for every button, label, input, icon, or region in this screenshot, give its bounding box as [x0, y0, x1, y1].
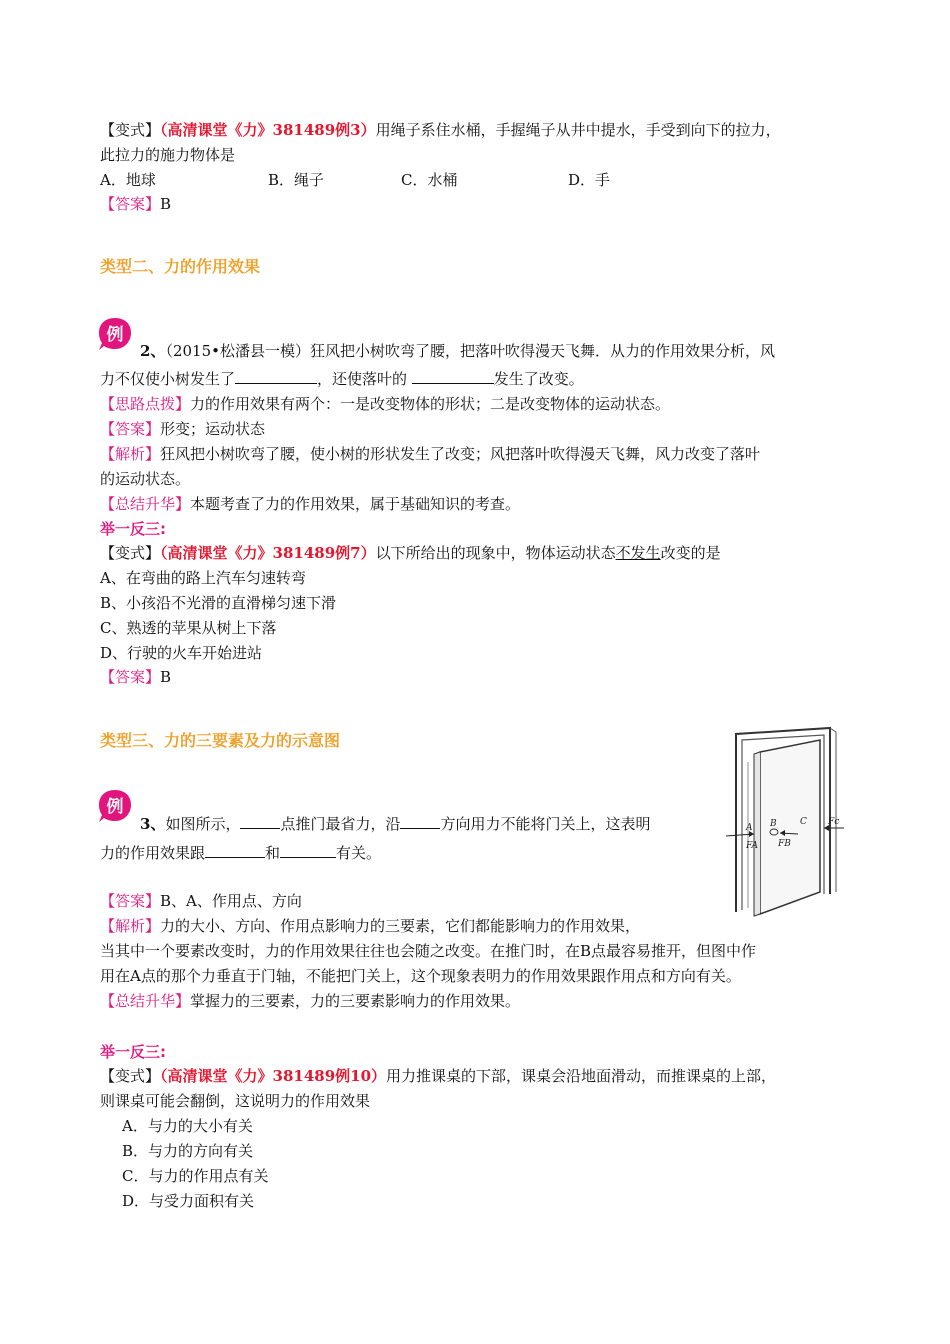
variant1-answer [100, 193, 171, 215]
example-number: 2、 [140, 342, 166, 360]
variant-question-text: 以下所给出的现象中，物体运动状态 [375, 544, 616, 562]
answer-blank [235, 369, 317, 384]
option-c: C．水桶 [401, 171, 458, 189]
answer-label: 【答案】 [100, 195, 161, 213]
label-fb: FB [778, 839, 791, 849]
variant-label: 【变式】 [100, 121, 161, 139]
label-fa: FA [746, 841, 758, 851]
summary-label: 【总结升华】 [100, 495, 191, 513]
door-figure [724, 722, 856, 918]
example-question-text: （2015•松潘县一模）狂风把小树吹弯了腰，把落叶吹得漫天飞舞．从力的作用效果分析，风 [165, 342, 775, 360]
practice-heading: 举一反三: [100, 1043, 166, 1061]
label-c: C [800, 817, 807, 827]
question-text-part: 如图所示， [165, 815, 241, 833]
question-text-part: 力不仅使小树发生了 [100, 370, 236, 388]
example2-question-line2 [100, 368, 584, 390]
example-badge-icon [97, 788, 133, 824]
example2-analysis-line1 [100, 443, 760, 465]
example2-answer [100, 418, 265, 440]
variant-source: （高清课堂《力》381489例10） [160, 1067, 387, 1085]
question-text-part: 发生了改变。 [493, 370, 584, 388]
answer-value: B [160, 668, 172, 686]
summary-text: 掌握力的三要素，力的三要素影响力的作用效果。 [190, 992, 521, 1010]
example2-question-line1 [140, 340, 775, 362]
variant3-option-a: A．与力的大小有关 [122, 1117, 253, 1135]
variant-source: （高清课堂《力》381489例7） [160, 544, 376, 562]
answer-label: 【答案】 [100, 892, 161, 910]
variant-question-text: 改变的是 [660, 544, 721, 562]
question-text-part: 力的作用效果跟 [100, 844, 206, 862]
example2-hint [100, 393, 670, 415]
example3-analysis-line2: 当其中一个要素改变时，力的作用效果往往也会随之改变。在推门时，在B点最容易推开，但图中作 [100, 942, 757, 960]
analysis-text: 力的大小、方向、作用点影响力的三要素，它们都能影响力的作用效果， [160, 917, 641, 935]
label-b: B [770, 819, 777, 829]
example3-answer [100, 890, 302, 912]
example-badge-text: 例 [106, 797, 124, 817]
variant2-option-b: B、小孩沿不光滑的直滑梯匀速下滑 [100, 594, 337, 612]
example2-summary [100, 493, 520, 515]
analysis-label: 【解析】 [100, 445, 161, 463]
variant-question-text: 用绳子系住水桶，手握绳子从井中提水，手受到向下的拉力， [375, 121, 781, 139]
example3-analysis-line1 [100, 915, 640, 937]
underlined-text: 不发生 [615, 544, 661, 562]
hint-label: 【思路点拨】 [100, 395, 191, 413]
variant3-question-line2: 则课桌可能会翻倒，这说明力的作用效果 [100, 1092, 371, 1110]
example3-question-line1 [140, 813, 650, 835]
question-text-part: 方向用力不能将门关上，这表明 [440, 815, 651, 833]
answer-value: 形变；运动状态 [160, 420, 266, 438]
option-a: A．地球 [100, 171, 156, 189]
label-fc: Fc [828, 817, 840, 827]
answer-blank [400, 814, 440, 829]
example-badge-text: 例 [106, 325, 124, 345]
example2-analysis-line2: 的运动状态。 [100, 470, 191, 488]
question-text-part: 点推门最省力，沿 [280, 815, 401, 833]
example3-analysis-line3: 用在A点的那个力垂直于门轴，不能把门关上，这个现象表明力的作用效果跟作用点和方向有关。 [100, 967, 741, 985]
section-heading-type3: 类型三、力的三要素及力的示意图 [100, 731, 341, 750]
answer-blank [240, 814, 280, 829]
practice-heading: 举一反三: [100, 520, 166, 538]
variant-source: （高清课堂《力》381489例3） [160, 121, 376, 139]
section-heading-type2: 类型二、力的作用效果 [100, 257, 261, 276]
question-text-part: 有关。 [336, 844, 382, 862]
variant2-option-d: D、行驶的火车开始进站 [100, 644, 263, 662]
answer-blank [412, 369, 494, 384]
question-text-part: ，还使落叶的 [317, 370, 412, 388]
answer-blank [280, 843, 336, 858]
summary-label: 【总结升华】 [100, 992, 191, 1010]
option-b: B．绳子 [268, 171, 325, 189]
analysis-label: 【解析】 [100, 917, 161, 935]
answer-label: 【答案】 [100, 420, 161, 438]
variant-question-text: 用力推课桌的下部，课桌会沿地面滑动，而推课桌的上部， [386, 1067, 777, 1085]
question-text-part: 和 [265, 844, 281, 862]
analysis-text: 狂风把小树吹弯了腰，使小树的形状发生了改变；风把落叶吹得漫天飞舞，风力改变了落叶 [160, 445, 761, 463]
example3-summary [100, 990, 520, 1012]
variant2-option-c: C、熟透的苹果从树上下落 [100, 619, 277, 637]
variant3-question-line1 [100, 1065, 776, 1087]
summary-text: 本题考查了力的作用效果，属于基础知识的考查。 [190, 495, 521, 513]
example-number: 3、 [140, 815, 166, 833]
label-a: A [746, 823, 753, 833]
answer-value: B [160, 195, 172, 213]
variant2-answer [100, 666, 171, 688]
answer-blank [205, 843, 265, 858]
variant3-option-b: B．与力的方向有关 [122, 1142, 254, 1160]
variant1-question-line1 [100, 119, 781, 141]
variant2-question [100, 542, 721, 564]
variant1-question-line2: 此拉力的施力物体是 [100, 146, 236, 164]
variant3-option-c: C．与力的作用点有关 [122, 1167, 269, 1185]
hint-text: 力的作用效果有两个：一是改变物体的形状；二是改变物体的运动状态。 [190, 395, 671, 413]
variant-label: 【变式】 [100, 544, 161, 562]
answer-label: 【答案】 [100, 668, 161, 686]
answer-value: B、A、作用点、方向 [160, 892, 302, 910]
variant3-option-d: D．与受力面积有关 [122, 1192, 255, 1210]
variant2-option-a: A、在弯曲的路上汽车匀速转弯 [100, 569, 306, 587]
variant-label: 【变式】 [100, 1067, 161, 1085]
example-badge-icon [97, 316, 133, 352]
example3-question-line2 [100, 842, 381, 864]
option-d: D．手 [568, 171, 611, 189]
